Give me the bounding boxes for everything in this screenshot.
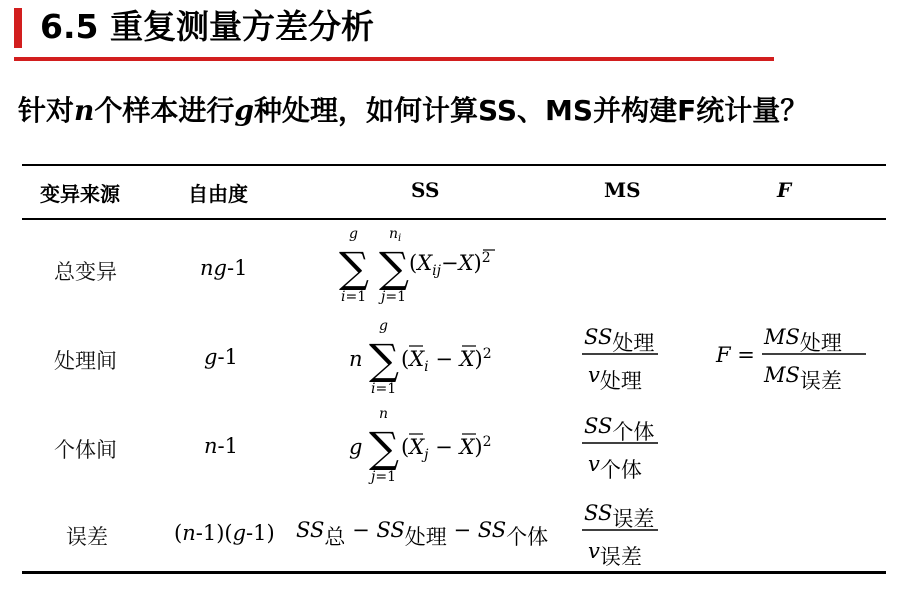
svg-text:SS个体: SS个体	[584, 414, 655, 444]
row-error-ms	[582, 494, 662, 570]
question-var-n: n	[74, 94, 95, 127]
row-subject-df: n-1	[204, 434, 238, 458]
sum1-lower: i=1	[341, 289, 367, 305]
svg-text:v误差: v误差	[588, 539, 642, 569]
row-total-source: 总变异	[54, 260, 117, 284]
row-treatment-source: 处理间	[54, 349, 117, 373]
question-part2: 个样本进行	[94, 94, 235, 127]
row-treatment-f	[712, 318, 872, 394]
ss-error-formula	[294, 509, 556, 559]
row-treatment-ms	[582, 318, 662, 394]
sigma-1: ∑	[339, 243, 369, 292]
header-df: 自由度	[188, 182, 248, 206]
coef-n: n	[349, 347, 363, 371]
row-treatment-df: g-1	[204, 345, 238, 369]
svg-text:v处理: v处理	[588, 363, 642, 393]
table-top-rule	[22, 164, 886, 166]
ss-total-formula	[337, 224, 547, 308]
coef-g: g	[349, 435, 363, 459]
title-accent-bar	[14, 8, 22, 48]
page-title: 6.5 重复测量方差分析	[40, 7, 374, 46]
title-underline	[14, 57, 774, 61]
row-treatment-ss	[347, 316, 507, 400]
ss-subject-term: $(X_j - X)^2$	[401, 434, 492, 463]
question-text	[18, 92, 808, 130]
row-subject-ms	[582, 407, 662, 483]
sum2-upper: $n_i$	[389, 226, 402, 244]
sum-lower: j=1	[371, 469, 396, 485]
ss-treatment-term: $(X_i - X)^2$	[401, 346, 492, 375]
question-var-g: g	[234, 94, 254, 127]
header-ms: MS	[604, 178, 641, 202]
sigma-2: ∑	[379, 243, 409, 292]
svg-text:F =: F =	[716, 343, 755, 367]
question-part1: 针对	[18, 94, 75, 127]
svg-text:MS误差: MS误差	[764, 363, 842, 393]
row-error-df: (n-1)(g-1)	[174, 521, 275, 545]
title-bar	[0, 0, 903, 62]
ss-total-term: $(X_{ij}-X)^2$	[409, 250, 491, 279]
header-source: 变异来源	[40, 182, 120, 206]
header-f: F	[777, 178, 792, 202]
row-error-ss	[294, 509, 556, 559]
ms-treatment-fraction	[582, 318, 662, 394]
header-ss: SS	[411, 178, 440, 202]
row-total-df: ng-1	[200, 256, 248, 280]
anova-table	[22, 164, 886, 575]
ms-error-fraction	[582, 494, 662, 570]
f-statistic-formula	[712, 318, 872, 394]
ss-subject-formula	[347, 404, 507, 488]
table-bottom-rule	[22, 571, 886, 574]
row-subject-ss	[347, 404, 507, 488]
svg-text:MS处理: MS处理	[764, 325, 842, 355]
svg-text:v个体: v个体	[588, 452, 642, 482]
sum-lower: i=1	[371, 381, 397, 397]
sum-upper: g	[379, 318, 388, 334]
sigma: ∑	[369, 423, 399, 472]
svg-text:SS总 − SS处理 − SS个体: SS总 − SS处理 − SS个体	[296, 518, 549, 549]
sum2-lower: j=1	[381, 289, 406, 305]
row-total-ss	[337, 224, 547, 308]
svg-text:SS误差: SS误差	[584, 501, 655, 531]
question-part3: 种处理，如何计算SS、MS并构建F统计量？	[253, 94, 809, 127]
svg-text:SS处理: SS处理	[584, 325, 655, 355]
sum1-upper: g	[349, 226, 358, 242]
row-subject-source: 个体间	[54, 438, 117, 462]
ss-treatment-formula	[347, 316, 507, 400]
table-header-rule	[22, 218, 886, 220]
row-error-source: 误差	[66, 525, 108, 549]
sum-upper: n	[379, 406, 389, 422]
sigma: ∑	[369, 335, 399, 384]
ms-subject-fraction	[582, 407, 662, 483]
